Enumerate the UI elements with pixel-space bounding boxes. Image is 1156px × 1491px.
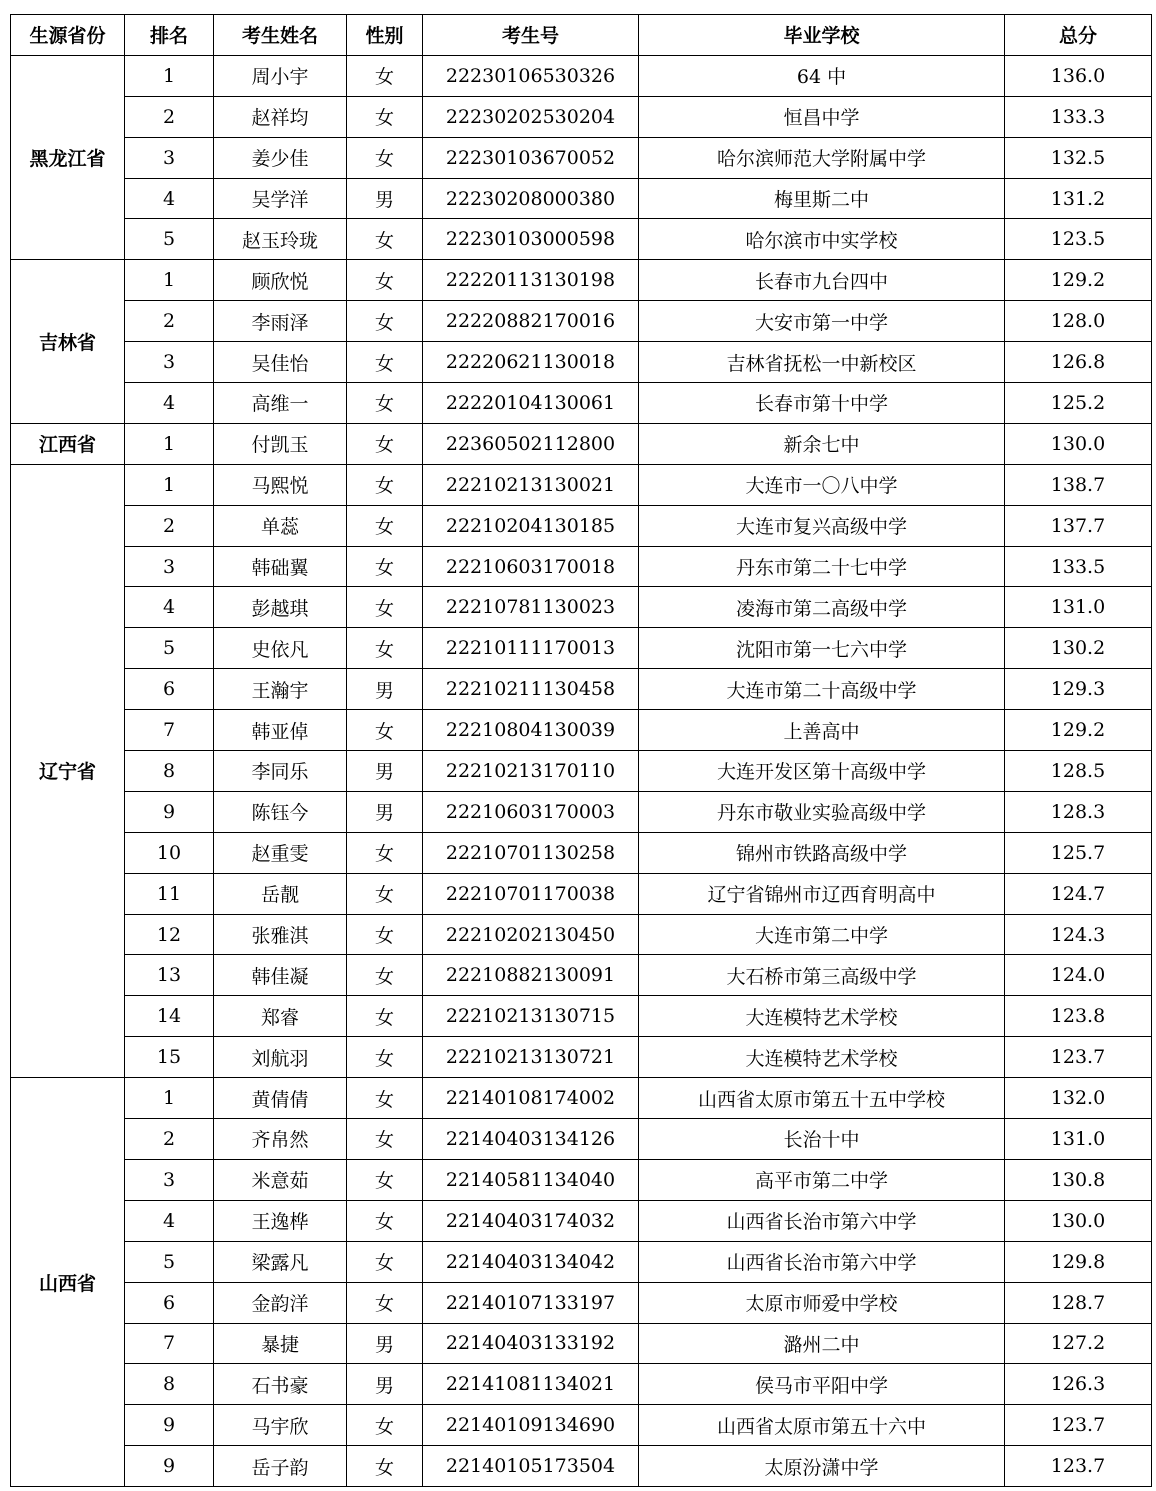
name-cell: 韩亚倬 — [214, 710, 347, 751]
score-cell: 127.2 — [1005, 1323, 1152, 1364]
table-row — [11, 219, 1152, 260]
table-row — [11, 505, 1152, 546]
table-row — [11, 1364, 1152, 1405]
table-row — [11, 1405, 1152, 1446]
school-cell: 大连开发区第十高级中学 — [639, 751, 1005, 792]
score-cell: 125.2 — [1005, 383, 1152, 424]
exam-number-cell: 22210804130039 — [423, 710, 639, 751]
school-cell: 山西省长治市第六中学 — [639, 1241, 1005, 1282]
exam-number-cell: 22210213130721 — [423, 1037, 639, 1078]
name-cell: 付凯玉 — [214, 423, 347, 464]
school-cell: 新余七中 — [639, 423, 1005, 464]
table-row — [11, 1323, 1152, 1364]
exam-number-cell: 22210204130185 — [423, 505, 639, 546]
name-cell: 顾欣悦 — [214, 260, 347, 301]
exam-number-cell: 22141081134021 — [423, 1364, 639, 1405]
exam-number-cell: 22140105173504 — [423, 1446, 639, 1487]
rank-cell: 2 — [125, 301, 214, 342]
exam-number-cell: 22230103670052 — [423, 137, 639, 178]
name-cell: 赵玉玲珑 — [214, 219, 347, 260]
exam-number-cell: 22140108174002 — [423, 1078, 639, 1119]
gender-cell: 女 — [347, 1446, 423, 1487]
table-row — [11, 1119, 1152, 1160]
name-cell: 周小宇 — [214, 55, 347, 96]
school-cell: 大连模特艺术学校 — [639, 1037, 1005, 1078]
school-cell: 锦州市铁路高级中学 — [639, 832, 1005, 873]
score-cell: 130.8 — [1005, 1159, 1152, 1200]
exam-number-cell: 22210701130258 — [423, 832, 639, 873]
rank-cell: 4 — [125, 1200, 214, 1241]
gender-cell: 男 — [347, 791, 423, 832]
gender-cell: 女 — [347, 1159, 423, 1200]
score-cell: 131.2 — [1005, 178, 1152, 219]
rank-cell: 15 — [125, 1037, 214, 1078]
school-cell: 大连市复兴高级中学 — [639, 505, 1005, 546]
name-cell: 岳子韵 — [214, 1446, 347, 1487]
exam-number-cell: 22220882170016 — [423, 301, 639, 342]
rank-cell: 5 — [125, 219, 214, 260]
rank-cell: 9 — [125, 791, 214, 832]
table-row — [11, 546, 1152, 587]
rank-cell: 6 — [125, 1282, 214, 1323]
gender-cell: 女 — [347, 505, 423, 546]
score-cell: 130.0 — [1005, 1200, 1152, 1241]
exam-number-cell: 22140581134040 — [423, 1159, 639, 1200]
score-cell: 128.3 — [1005, 791, 1152, 832]
name-cell: 暴捷 — [214, 1323, 347, 1364]
name-cell: 石书豪 — [214, 1364, 347, 1405]
table-row — [11, 587, 1152, 628]
name-cell: 岳靓 — [214, 873, 347, 914]
school-cell: 丹东市第二十七中学 — [639, 546, 1005, 587]
exam-number-cell: 22360502112800 — [423, 423, 639, 464]
score-cell: 124.7 — [1005, 873, 1152, 914]
name-cell: 郑睿 — [214, 996, 347, 1037]
gender-cell: 女 — [347, 587, 423, 628]
rank-cell: 9 — [125, 1446, 214, 1487]
exam-number-cell: 22140403134042 — [423, 1241, 639, 1282]
name-cell: 赵重雯 — [214, 832, 347, 873]
name-cell: 马熙悦 — [214, 464, 347, 505]
gender-cell: 男 — [347, 1364, 423, 1405]
gender-cell: 女 — [347, 1282, 423, 1323]
gender-cell: 女 — [347, 873, 423, 914]
school-cell: 太原市师爱中学校 — [639, 1282, 1005, 1323]
table-row — [11, 832, 1152, 873]
name-cell: 陈钰今 — [214, 791, 347, 832]
rank-cell: 1 — [125, 1078, 214, 1119]
table-row — [11, 628, 1152, 669]
rank-cell: 14 — [125, 996, 214, 1037]
rank-cell: 7 — [125, 1323, 214, 1364]
gender-cell: 女 — [347, 383, 423, 424]
exam-number-cell: 22140403174032 — [423, 1200, 639, 1241]
exam-number-cell: 22210701170038 — [423, 873, 639, 914]
gender-cell: 女 — [347, 342, 423, 383]
name-cell: 米意茹 — [214, 1159, 347, 1200]
school-cell: 长治十中 — [639, 1119, 1005, 1160]
school-cell: 吉林省抚松一中新校区 — [639, 342, 1005, 383]
score-cell: 126.3 — [1005, 1364, 1152, 1405]
score-cell: 137.7 — [1005, 505, 1152, 546]
table-row — [11, 1078, 1152, 1119]
exam-number-cell: 22210781130023 — [423, 587, 639, 628]
gender-cell: 女 — [347, 1241, 423, 1282]
rank-cell: 5 — [125, 628, 214, 669]
table-row — [11, 383, 1152, 424]
gender-cell: 女 — [347, 219, 423, 260]
rank-cell: 3 — [125, 1159, 214, 1200]
header-school: 毕业学校 — [639, 15, 1005, 56]
exam-number-cell: 22210882130091 — [423, 955, 639, 996]
rank-cell: 4 — [125, 587, 214, 628]
table-row — [11, 342, 1152, 383]
exam-number-cell: 22210213170110 — [423, 751, 639, 792]
gender-cell: 女 — [347, 423, 423, 464]
school-cell: 山西省太原市第五十六中 — [639, 1405, 1005, 1446]
school-cell: 潞州二中 — [639, 1323, 1005, 1364]
name-cell: 刘航羽 — [214, 1037, 347, 1078]
rank-cell: 4 — [125, 383, 214, 424]
rank-cell: 1 — [125, 55, 214, 96]
gender-cell: 女 — [347, 260, 423, 301]
header-total-score: 总分 — [1005, 15, 1152, 56]
gender-cell: 女 — [347, 1119, 423, 1160]
exam-number-cell: 22230106530326 — [423, 55, 639, 96]
score-cell: 129.8 — [1005, 1241, 1152, 1282]
score-cell: 129.2 — [1005, 710, 1152, 751]
name-cell: 高维一 — [214, 383, 347, 424]
province-cell: 吉林省 — [11, 260, 125, 424]
name-cell: 张雅淇 — [214, 914, 347, 955]
rank-cell: 13 — [125, 955, 214, 996]
gender-cell: 女 — [347, 1200, 423, 1241]
score-cell: 130.2 — [1005, 628, 1152, 669]
name-cell: 韩础翼 — [214, 546, 347, 587]
gender-cell: 女 — [347, 96, 423, 137]
score-cell: 133.3 — [1005, 96, 1152, 137]
header-row — [11, 15, 1152, 56]
exam-number-cell: 22210603170003 — [423, 791, 639, 832]
score-cell: 123.7 — [1005, 1446, 1152, 1487]
exam-number-cell: 22140107133197 — [423, 1282, 639, 1323]
score-cell: 136.0 — [1005, 55, 1152, 96]
rank-cell: 3 — [125, 137, 214, 178]
table-row — [11, 955, 1152, 996]
exam-number-cell: 22140109134690 — [423, 1405, 639, 1446]
school-cell: 上善高中 — [639, 710, 1005, 751]
table-row — [11, 669, 1152, 710]
rank-cell: 1 — [125, 260, 214, 301]
table-row — [11, 996, 1152, 1037]
exam-number-cell: 22210111170013 — [423, 628, 639, 669]
score-cell: 125.7 — [1005, 832, 1152, 873]
school-cell: 哈尔滨市中实学校 — [639, 219, 1005, 260]
exam-number-cell: 22210213130021 — [423, 464, 639, 505]
name-cell: 金韵洋 — [214, 1282, 347, 1323]
school-cell: 侯马市平阳中学 — [639, 1364, 1005, 1405]
gender-cell: 女 — [347, 1405, 423, 1446]
exam-number-cell: 22210213130715 — [423, 996, 639, 1037]
name-cell: 齐帛然 — [214, 1119, 347, 1160]
name-cell: 姜少佳 — [214, 137, 347, 178]
gender-cell: 女 — [347, 1078, 423, 1119]
gender-cell: 女 — [347, 137, 423, 178]
province-cell: 山西省 — [11, 1078, 125, 1487]
school-cell: 长春市第十中学 — [639, 383, 1005, 424]
gender-cell: 女 — [347, 1037, 423, 1078]
rank-cell: 6 — [125, 669, 214, 710]
exam-number-cell: 22210202130450 — [423, 914, 639, 955]
school-cell: 恒昌中学 — [639, 96, 1005, 137]
rank-cell: 11 — [125, 873, 214, 914]
admissions-table — [10, 14, 1152, 1487]
name-cell: 李同乐 — [214, 751, 347, 792]
exam-number-cell: 22140403134126 — [423, 1119, 639, 1160]
score-cell: 128.5 — [1005, 751, 1152, 792]
rank-cell: 3 — [125, 342, 214, 383]
score-cell: 129.3 — [1005, 669, 1152, 710]
name-cell: 黄倩倩 — [214, 1078, 347, 1119]
score-cell: 132.5 — [1005, 137, 1152, 178]
name-cell: 吴学洋 — [214, 178, 347, 219]
rank-cell: 2 — [125, 96, 214, 137]
score-cell: 128.7 — [1005, 1282, 1152, 1323]
score-cell: 123.5 — [1005, 219, 1152, 260]
name-cell: 王瀚宇 — [214, 669, 347, 710]
score-cell: 130.0 — [1005, 423, 1152, 464]
rank-cell: 12 — [125, 914, 214, 955]
score-cell: 123.8 — [1005, 996, 1152, 1037]
rank-cell: 4 — [125, 178, 214, 219]
gender-cell: 女 — [347, 914, 423, 955]
table-row — [11, 464, 1152, 505]
header-rank: 排名 — [125, 15, 214, 56]
school-cell: 山西省太原市第五十五中学校 — [639, 1078, 1005, 1119]
name-cell: 吴佳怡 — [214, 342, 347, 383]
header-gender: 性别 — [347, 15, 423, 56]
name-cell: 赵祥均 — [214, 96, 347, 137]
gender-cell: 女 — [347, 955, 423, 996]
rank-cell: 10 — [125, 832, 214, 873]
table-row — [11, 423, 1152, 464]
table-row — [11, 1159, 1152, 1200]
table-row — [11, 914, 1152, 955]
table-row — [11, 1241, 1152, 1282]
table-row — [11, 873, 1152, 914]
table-row — [11, 1446, 1152, 1487]
exam-number-cell: 22140403133192 — [423, 1323, 639, 1364]
gender-cell: 女 — [347, 464, 423, 505]
name-cell: 王逸桦 — [214, 1200, 347, 1241]
score-cell: 138.7 — [1005, 464, 1152, 505]
table-row — [11, 137, 1152, 178]
exam-number-cell: 22230202530204 — [423, 96, 639, 137]
score-cell: 124.0 — [1005, 955, 1152, 996]
school-cell: 沈阳市第一七六中学 — [639, 628, 1005, 669]
rank-cell: 7 — [125, 710, 214, 751]
table-row — [11, 791, 1152, 832]
score-cell: 124.3 — [1005, 914, 1152, 955]
score-cell: 132.0 — [1005, 1078, 1152, 1119]
gender-cell: 男 — [347, 178, 423, 219]
exam-number-cell: 22220621130018 — [423, 342, 639, 383]
score-cell: 129.2 — [1005, 260, 1152, 301]
table-body — [11, 55, 1152, 1486]
exam-number-cell: 22220104130061 — [423, 383, 639, 424]
school-cell: 哈尔滨师范大学附属中学 — [639, 137, 1005, 178]
score-cell: 123.7 — [1005, 1037, 1152, 1078]
score-cell: 131.0 — [1005, 1119, 1152, 1160]
rank-cell: 1 — [125, 423, 214, 464]
school-cell: 丹东市敬业实验高级中学 — [639, 791, 1005, 832]
rank-cell: 8 — [125, 1364, 214, 1405]
name-cell: 史依凡 — [214, 628, 347, 669]
gender-cell: 女 — [347, 546, 423, 587]
school-cell: 辽宁省锦州市辽西育明高中 — [639, 873, 1005, 914]
name-cell: 彭越琪 — [214, 587, 347, 628]
table-row — [11, 301, 1152, 342]
exam-number-cell: 22230103000598 — [423, 219, 639, 260]
table-row — [11, 96, 1152, 137]
school-cell: 大连模特艺术学校 — [639, 996, 1005, 1037]
rank-cell: 2 — [125, 1119, 214, 1160]
gender-cell: 男 — [347, 1323, 423, 1364]
exam-number-cell: 22210211130458 — [423, 669, 639, 710]
rank-cell: 1 — [125, 464, 214, 505]
score-cell: 123.7 — [1005, 1405, 1152, 1446]
school-cell: 64 中 — [639, 55, 1005, 96]
province-cell: 黑龙江省 — [11, 55, 125, 259]
table-row — [11, 178, 1152, 219]
school-cell: 山西省长治市第六中学 — [639, 1200, 1005, 1241]
school-cell: 大安市第一中学 — [639, 301, 1005, 342]
gender-cell: 女 — [347, 996, 423, 1037]
gender-cell: 女 — [347, 628, 423, 669]
header-name: 考生姓名 — [214, 15, 347, 56]
school-cell: 长春市九台四中 — [639, 260, 1005, 301]
header-province: 生源省份 — [11, 15, 125, 56]
rank-cell: 5 — [125, 1241, 214, 1282]
province-cell: 辽宁省 — [11, 464, 125, 1077]
gender-cell: 女 — [347, 832, 423, 873]
table-row — [11, 260, 1152, 301]
score-cell: 133.5 — [1005, 546, 1152, 587]
rank-cell: 2 — [125, 505, 214, 546]
school-cell: 太原汾潇中学 — [639, 1446, 1005, 1487]
gender-cell: 女 — [347, 55, 423, 96]
rank-cell: 9 — [125, 1405, 214, 1446]
school-cell: 大连市第二中学 — [639, 914, 1005, 955]
rank-cell: 3 — [125, 546, 214, 587]
exam-number-cell: 22210603170018 — [423, 546, 639, 587]
school-cell: 大连市第二十高级中学 — [639, 669, 1005, 710]
school-cell: 大连市一〇八中学 — [639, 464, 1005, 505]
name-cell: 单蕊 — [214, 505, 347, 546]
name-cell: 韩佳凝 — [214, 955, 347, 996]
score-cell: 126.8 — [1005, 342, 1152, 383]
table-row — [11, 1200, 1152, 1241]
school-cell: 大石桥市第三高级中学 — [639, 955, 1005, 996]
score-cell: 131.0 — [1005, 587, 1152, 628]
school-cell: 凌海市第二高级中学 — [639, 587, 1005, 628]
table-row — [11, 1037, 1152, 1078]
score-cell: 128.0 — [1005, 301, 1152, 342]
name-cell: 梁露凡 — [214, 1241, 347, 1282]
header-exam-number: 考生号 — [423, 15, 639, 56]
school-cell: 梅里斯二中 — [639, 178, 1005, 219]
name-cell: 马宇欣 — [214, 1405, 347, 1446]
province-cell: 江西省 — [11, 423, 125, 464]
exam-number-cell: 22220113130198 — [423, 260, 639, 301]
exam-number-cell: 22230208000380 — [423, 178, 639, 219]
table-row — [11, 55, 1152, 96]
gender-cell: 男 — [347, 669, 423, 710]
table-row — [11, 710, 1152, 751]
school-cell: 高平市第二中学 — [639, 1159, 1005, 1200]
gender-cell: 女 — [347, 710, 423, 751]
table-row — [11, 1282, 1152, 1323]
table-row — [11, 751, 1152, 792]
name-cell: 李雨泽 — [214, 301, 347, 342]
gender-cell: 女 — [347, 301, 423, 342]
gender-cell: 男 — [347, 751, 423, 792]
rank-cell: 8 — [125, 751, 214, 792]
